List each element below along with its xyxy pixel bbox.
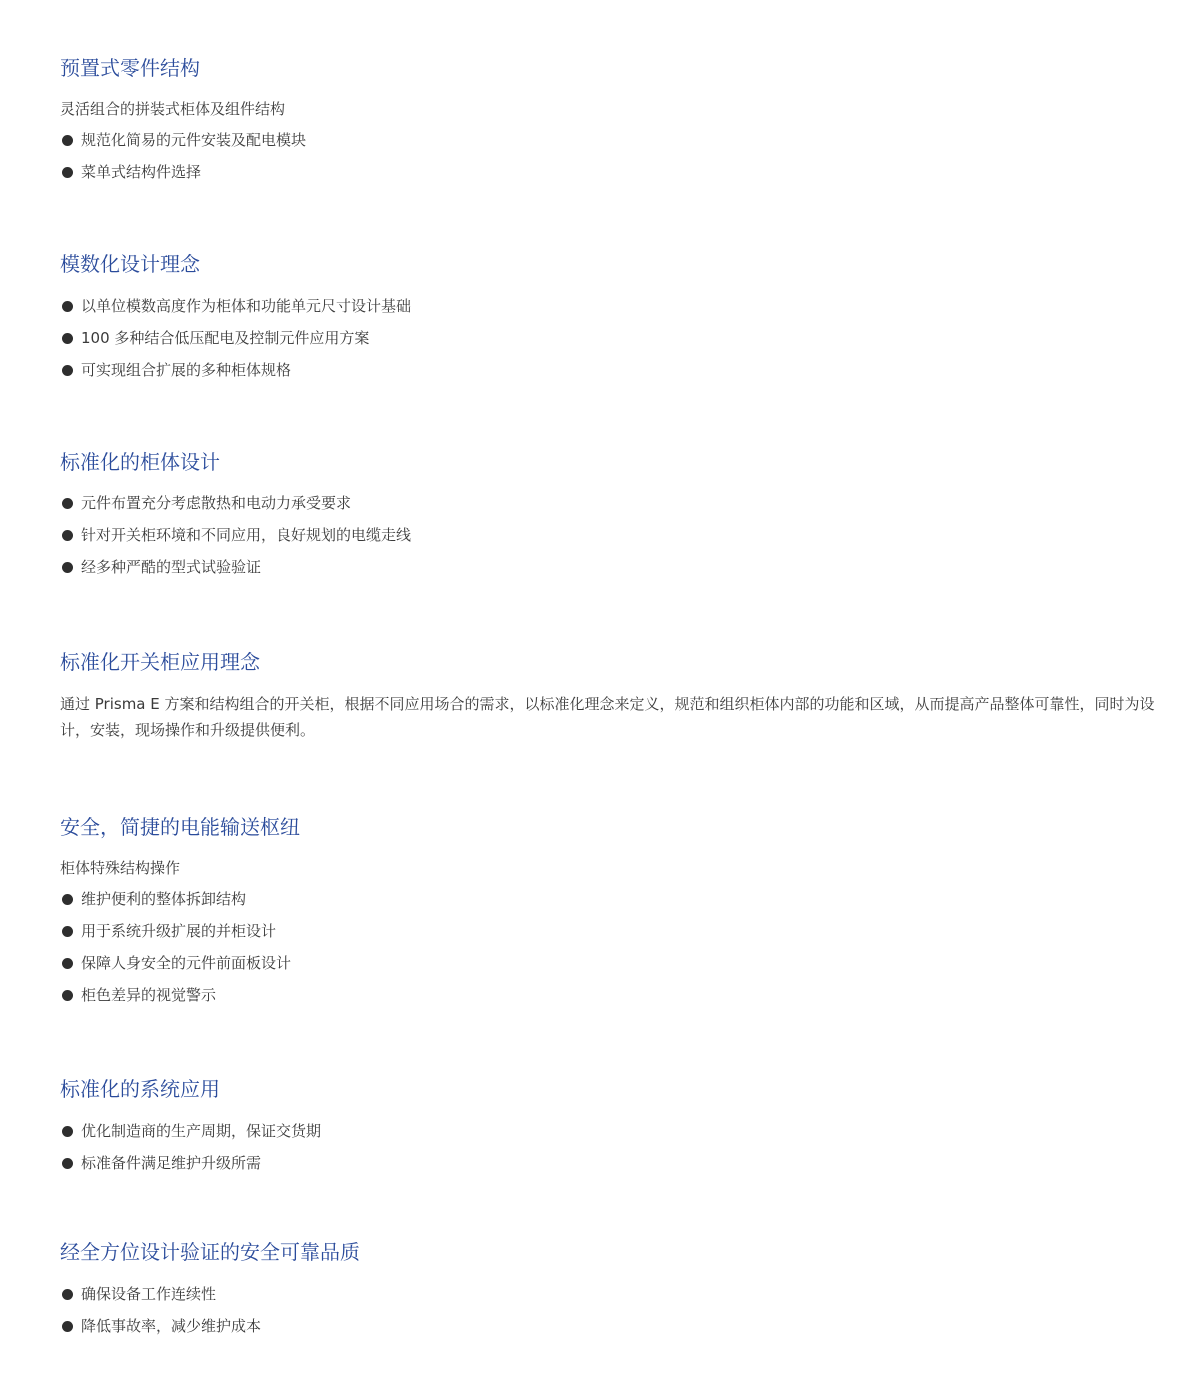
list-item-text: 标准备件满足维护升级所需 bbox=[81, 1154, 262, 1172]
bullet-icon bbox=[62, 1289, 73, 1300]
bullet-icon bbox=[62, 1321, 73, 1332]
section-intro: 柜体特殊结构操作 bbox=[60, 859, 181, 877]
list-item-text: 菜单式结构件选择 bbox=[81, 163, 202, 181]
list-item bbox=[60, 525, 1170, 545]
section-title: 模数化设计理念 bbox=[60, 252, 200, 276]
bullet-icon bbox=[62, 167, 73, 178]
bullet-icon bbox=[62, 990, 73, 1001]
section-title: 安全，简捷的电能输送枢纽 bbox=[60, 815, 300, 839]
section-switchgear-concept bbox=[60, 648, 1170, 743]
section-system-application bbox=[60, 1075, 1170, 1185]
section-paragraph: 通过 Prisma E 方案和结构组合的开关柜，根据不同应用场合的需求，以标准化理念来定义，规范和组织柜体内部的功能和区域，从而提高产品整体可靠性，同时为设计，安装，现场操作和升级提供便利。 bbox=[60, 695, 1155, 739]
list-item bbox=[60, 1316, 1170, 1336]
section-safe-power-hub bbox=[60, 813, 1170, 1017]
list-item bbox=[60, 1284, 1170, 1304]
list-item bbox=[60, 953, 1170, 973]
list-item-text: 维护便利的整体拆卸结构 bbox=[81, 890, 247, 908]
bullet-icon bbox=[62, 958, 73, 969]
bullet-icon bbox=[62, 926, 73, 937]
bullet-list bbox=[60, 1121, 1170, 1173]
list-item-text: 保障人身安全的元件前面板设计 bbox=[81, 954, 292, 972]
section-title: 预置式零件结构 bbox=[60, 56, 200, 80]
section-prefab-parts bbox=[60, 54, 1170, 194]
bullet-list bbox=[60, 296, 1170, 380]
list-item-text: 确保设备工作连续性 bbox=[81, 1285, 217, 1303]
list-item-text: 降低事故率，减少维护成本 bbox=[81, 1317, 262, 1335]
list-item bbox=[60, 1153, 1170, 1173]
section-cabinet-design bbox=[60, 448, 1170, 589]
bullet-icon bbox=[62, 1158, 73, 1169]
bullet-icon bbox=[62, 530, 73, 541]
list-item-text: 100 多种结合低压配电及控制元件应用方案 bbox=[81, 329, 370, 347]
section-title: 经全方位设计验证的安全可靠品质 bbox=[60, 1240, 360, 1264]
list-item-text: 元件布置充分考虑散热和电动力承受要求 bbox=[81, 494, 352, 512]
bullet-icon bbox=[62, 498, 73, 509]
section-modular-design bbox=[60, 250, 1170, 392]
list-item-text: 柜色差异的视觉警示 bbox=[81, 986, 217, 1004]
list-item-text: 规范化简易的元件安装及配电模块 bbox=[81, 131, 307, 149]
bullet-icon bbox=[62, 301, 73, 312]
list-item bbox=[60, 162, 1170, 182]
bullet-icon bbox=[62, 135, 73, 146]
bullet-icon bbox=[62, 562, 73, 573]
list-item bbox=[60, 557, 1170, 577]
section-title: 标准化开关柜应用理念 bbox=[60, 650, 260, 674]
bullet-list bbox=[60, 493, 1170, 577]
section-intro: 灵活组合的拼装式柜体及组件结构 bbox=[60, 100, 286, 118]
list-item-text: 可实现组合扩展的多种柜体规格 bbox=[81, 361, 292, 379]
list-item bbox=[60, 921, 1170, 941]
section-title: 标准化的柜体设计 bbox=[60, 450, 220, 474]
section-title: 标准化的系统应用 bbox=[60, 1077, 220, 1101]
list-item bbox=[60, 328, 1170, 348]
list-item bbox=[60, 889, 1170, 909]
bullet-icon bbox=[62, 333, 73, 344]
list-item bbox=[60, 296, 1170, 316]
list-item bbox=[60, 360, 1170, 380]
bullet-list bbox=[60, 1284, 1170, 1336]
bullet-list bbox=[60, 889, 1170, 1005]
list-item-text: 用于系统升级扩展的并柜设计 bbox=[81, 922, 277, 940]
list-item bbox=[60, 985, 1170, 1005]
list-item-text: 针对开关柜环境和不同应用，良好规划的电缆走线 bbox=[81, 526, 412, 544]
list-item-text: 以单位模数高度作为柜体和功能单元尺寸设计基础 bbox=[81, 297, 412, 315]
list-item bbox=[60, 130, 1170, 150]
bullet-icon bbox=[62, 1126, 73, 1137]
list-item bbox=[60, 493, 1170, 513]
section-verified-quality bbox=[60, 1238, 1170, 1348]
bullet-icon bbox=[62, 365, 73, 376]
bullet-icon bbox=[62, 894, 73, 905]
list-item bbox=[60, 1121, 1170, 1141]
list-item-text: 经多种严酷的型式试验验证 bbox=[81, 558, 262, 576]
bullet-list bbox=[60, 130, 1170, 182]
list-item-text: 优化制造商的生产周期，保证交货期 bbox=[81, 1122, 322, 1140]
